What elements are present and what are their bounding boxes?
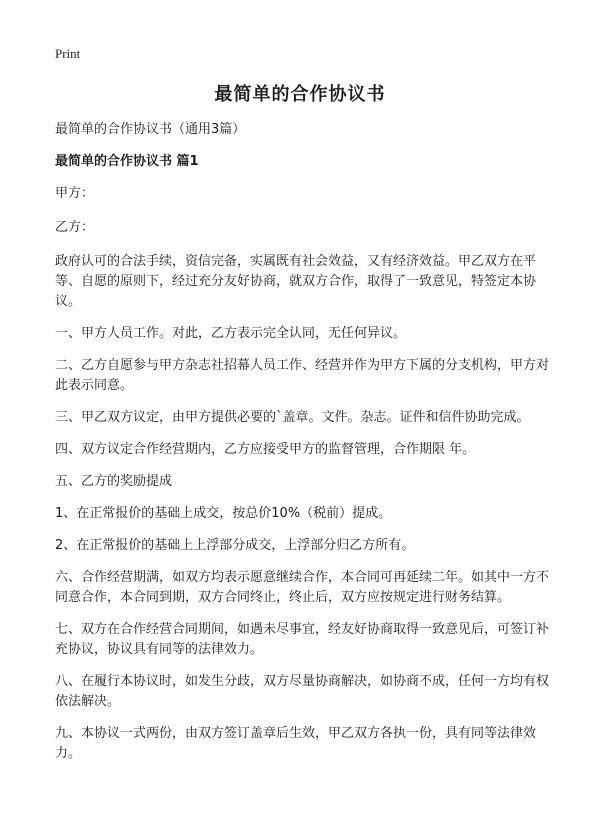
paragraph-intro: 政府认可的合法手续，资信完备，实属既有社会效益，又有经济效益。甲乙双方在平等、自愿的原则下，经过充分友好协商，就双方合作，取得了一致意见，特签定本协议。	[55, 254, 537, 309]
paragraph-clause-3: 三、甲乙双方议定，由甲方提供必要的`盖章。文件。杂志。证件和信件协助完成。	[55, 410, 530, 425]
paragraph-clause-5: 五、乙方的奖励提成	[55, 474, 173, 489]
party-a-line: 甲方：	[55, 186, 95, 201]
document-body	[55, 120, 560, 776]
paragraph-clause-7: 七、双方在合作经营合同期间，如遇未尽事宜，经友好协商取得一致意见后，可签订补充协议，协议具有同等的法律效力。	[55, 622, 550, 657]
paragraph-clause-1: 一、甲方人员工作。对此，乙方表示完全认同，无任何异议。	[55, 326, 407, 341]
document-title: 最简单的合作协议书	[214, 84, 386, 105]
party-b-line: 乙方：	[55, 220, 95, 235]
paragraph-clause-9: 九、本协议一式两份，由双方签订盖章后生效，甲乙双方各执一份，具有同等法律效力。	[55, 726, 537, 761]
section-heading: 最简单的合作协议书 篇1	[55, 154, 199, 169]
paragraph-clause-8: 八、在履行本协议时，如发生分歧，双方尽量协商解决，如协商不成，任何一方均有权依法解决。	[55, 674, 550, 709]
paragraph-item-1: 1、在正常报价的基础上成交，按总价10%（税前）提成。	[55, 506, 392, 521]
paragraph-item-2: 2、在正常报价的基础上上浮部分成交，上浮部分归乙方所有。	[55, 538, 415, 553]
paragraph-clause-4: 四、双方议定合作经营期内，乙方应接受甲方的监督管理，合作期限 年。	[55, 442, 476, 457]
document-subtitle: 最简单的合作协议书（通用3篇）	[55, 122, 246, 137]
paragraph-clause-6: 六、合作经营期满，如双方均表示愿意继续合作，本合同可再延续二年。如其中一方不同意合作，本合同到期，双方合同终止，终止后，双方应按规定进行财务结算。	[55, 570, 550, 605]
paragraph-clause-2: 二、乙方自愿参与甲方杂志社招幕人员工作、经营并作为甲方下属的分支机构，甲方对此表示同意。	[55, 358, 550, 393]
print-label: Print	[55, 46, 81, 61]
